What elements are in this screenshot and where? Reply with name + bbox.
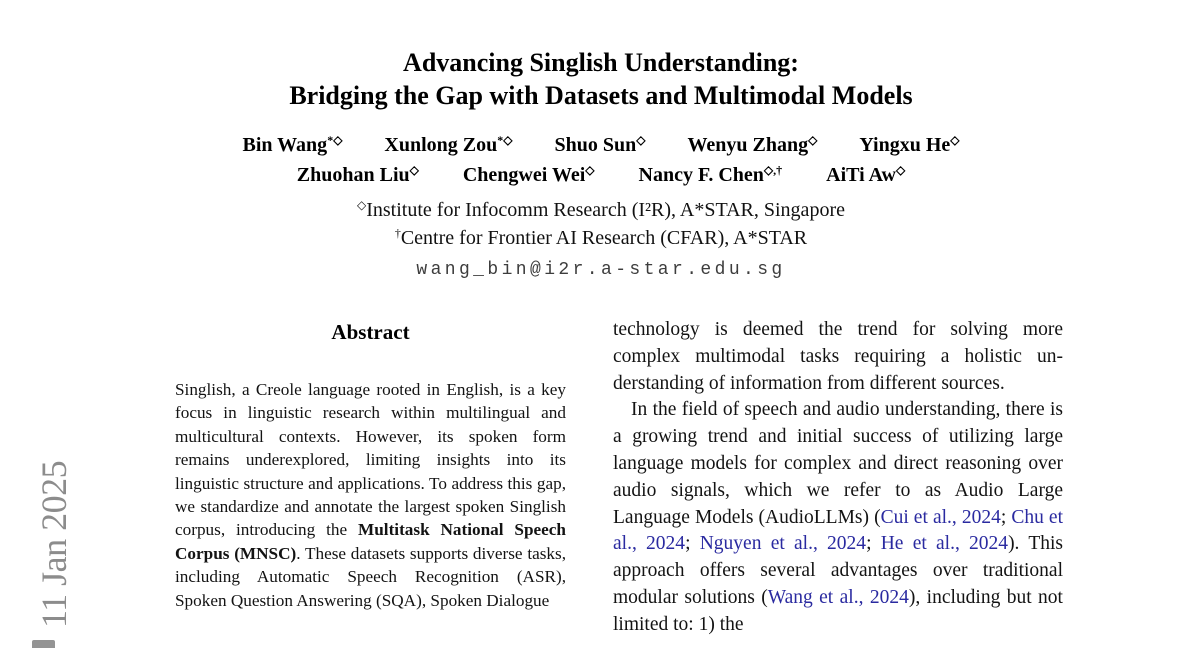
paper-title-line1: Advancing Singlish Understanding:: [403, 48, 799, 77]
affiliation-marker-diamond: ◇: [357, 198, 367, 213]
paper-title: [0, 46, 1200, 112]
author-marker: ◇: [409, 163, 419, 178]
author-wenyu-zhang: Wenyu Zhang◇: [687, 133, 818, 156]
abstract-paragraph: Singlish, a Creole language rooted in English, is a key focus in linguistic research within multilingual and multicultural contexts. However, its spoken form remains underexplored, limiting insights into its linguistic structure and applications. To address this gap, we standardize and annotate the largest spoken Singlish corpus, introducing the Multitask National Speech Corpus (MNSC). These datasets supports diverse tasks, including Automatic Speech Recognition (ASR), Spoken Question Answering (SQA), Spoken Dialogue: [175, 380, 566, 610]
affiliation-i2r: ◇Institute for Infocomm Research (I²R), A*STAR, Singapore: [357, 198, 845, 221]
affiliation-marker-dagger: †: [394, 226, 401, 241]
author-marker: ◇,†: [763, 163, 783, 178]
arxiv-date-stamp: 11 Jan 2025: [34, 460, 74, 628]
intro-paragraph-audiollm: In the field of speech and audio understanding, there is a growing trend and initial success of utilizing large language models for complex and direct reasoning over audio signals, which we refer to as Audio Large Language Models (AudioLLMs) (Cui et al., 2024; Chu et al., 2024; Nguyen et al., 2024; He et al., 2024). This approach offers several advantages over traditional modular solutions (Wang et al., 2024), including but not limited to: 1) the: [613, 399, 1063, 635]
paper-header: [0, 0, 1200, 280]
author-nancy-f-chen: Nancy F. Chen◇,†: [638, 163, 783, 186]
citation-cui-2024[interactable]: Cui et al., 2024: [880, 506, 1001, 528]
author-row-2: [0, 164, 1200, 187]
author-shuo-sun: Shuo Sun◇: [554, 133, 646, 156]
author-row-1: [0, 134, 1200, 157]
contact-email: wang_bin@i2r.a-star.edu.sg: [416, 260, 786, 280]
intro-column: [613, 317, 1063, 639]
author-marker: *◇: [327, 133, 343, 148]
author-yingxu-he: Yingxu He◇: [859, 133, 960, 156]
author-bin-wang: Bin Wang*◇: [242, 133, 343, 156]
author-marker: ◇: [585, 163, 595, 178]
paper-title-line2: Bridging the Gap with Datasets and Multimodal Models: [289, 81, 913, 110]
citation-nguyen-2024[interactable]: Nguyen et al., 2024: [699, 533, 867, 555]
author-zhuohan-liu: Zhuohan Liu◇: [296, 163, 419, 186]
intro-paragraph-continuation: technology is deemed the trend for solving more complex multimodal tasks requiring a holistic understanding of information from different sources.: [613, 319, 1063, 394]
author-marker: ◇: [636, 133, 646, 148]
author-marker: ◇: [950, 133, 960, 148]
author-chengwei-wei: Chengwei Wei◇: [462, 163, 595, 186]
abstract-heading: Abstract: [331, 320, 410, 344]
abstract-body: [175, 378, 566, 612]
author-marker: ◇: [895, 163, 906, 178]
author-aiti-aw: AiTi Aw◇: [826, 163, 906, 186]
arxiv-stamp-next-char-fragment: [32, 640, 55, 648]
mnsc-bold-term: Multitask National Speech Corpus (MNSC): [175, 520, 566, 563]
citation-wang-2024[interactable]: Wang et al., 2024: [767, 586, 909, 608]
author-xunlong-zou: Xunlong Zou*◇: [384, 133, 513, 156]
citation-chu-2024[interactable]: Chu et al., 2024: [613, 506, 1063, 555]
citation-he-2024[interactable]: He et al., 2024: [880, 533, 1009, 555]
affiliation-cfar: †Centre for Frontier AI Research (CFAR), A*STAR: [394, 226, 808, 249]
author-marker: *◇: [497, 133, 513, 148]
author-marker: ◇: [808, 133, 818, 148]
